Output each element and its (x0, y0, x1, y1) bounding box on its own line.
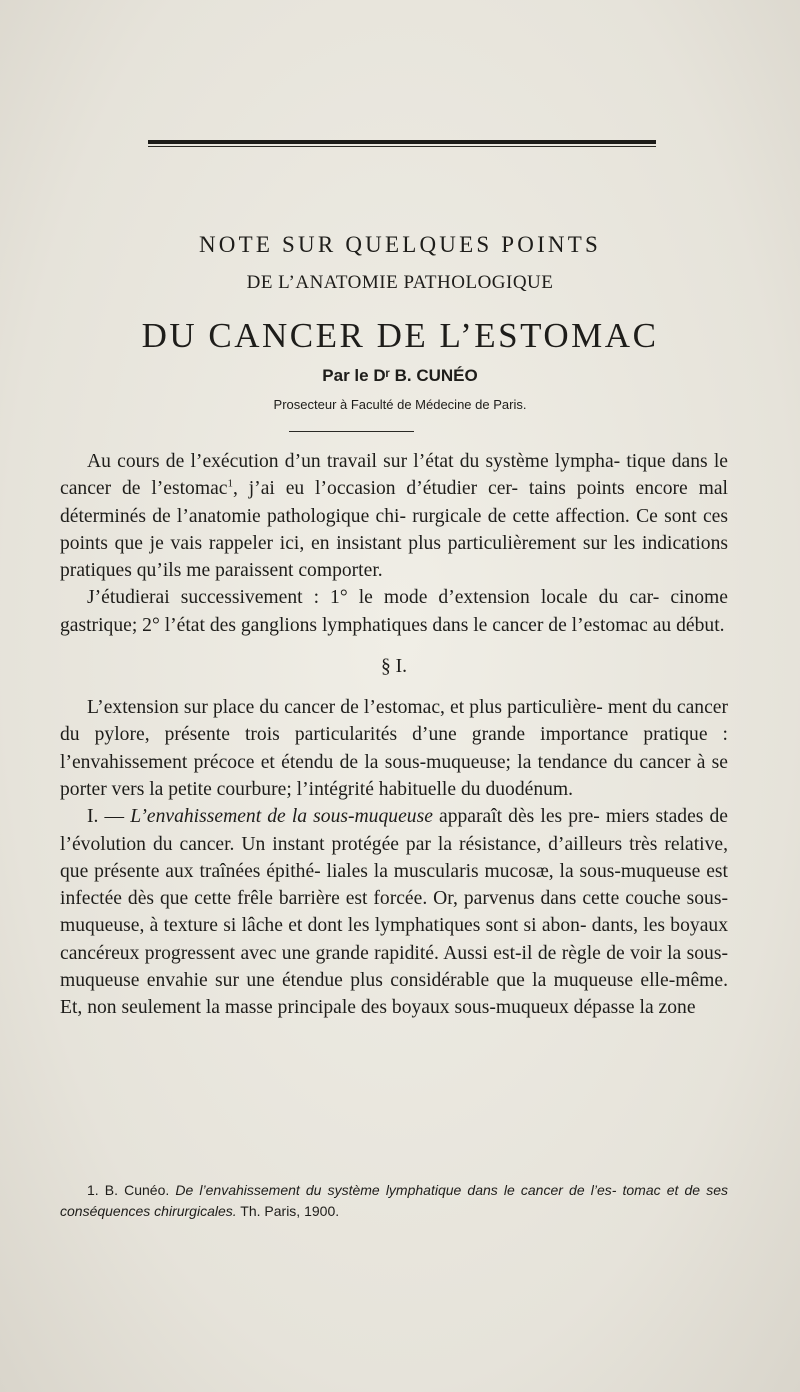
title-line-1: NOTE SUR QUELQUES POINTS (198, 232, 601, 257)
footnote-reference: 1 (227, 477, 233, 490)
author-affiliation: Prosecteur à Faculté de Médecine de Paris. (273, 397, 527, 412)
paragraph-2: J’étudierai successivement : 1° le mode d’extension locale du car- cinome gastrique; 2° l’état des ganglions lymphatiques dans le cancer de l’estomac au début. (60, 587, 728, 636)
footnote (60, 1180, 728, 1222)
title-separator-rule (289, 431, 414, 432)
title-line-3: DU CANCER DE L’ESTOMAC (141, 316, 659, 355)
paragraph-4-italic: L’envahissement de la sous-muqueuse (130, 806, 433, 828)
footnote-lead: 1. B. Cunéo. (87, 1182, 176, 1198)
footnote-text (60, 1180, 728, 1222)
author-byline: Par le Dʳ B. CUNÉO (322, 366, 478, 385)
header-rule-thick (148, 140, 656, 144)
paragraph-3: L’extension sur place du cancer de l’estomac, et plus particulière- ment du cancer du pylore, présente trois particularités d’une grande importance pratique : l’envahissement précoce et étendu de la sous-muqueuse; la tendance du cancer à se porter vers la petite courbure; l’intégrité habituelle du duodénum. (60, 697, 728, 800)
footnote-italic-title: De l’envahissement du système lymphatique dans le cancer de l’es- tomac et de ses conséquences chirurgicales. (60, 1182, 728, 1219)
paragraph-1 (60, 448, 728, 584)
article-body (60, 448, 728, 1022)
paragraph-1-end: , j’ai eu l’occasion d’étudier cer- tains points encore mal déterminés de l’anatomie pathologique chi- rurgicale de cette affection. Ce sont ces points que je vais rappeler ici, en insistant plus particulièrement sur les indications pratiques qu’ils me paraissent comporter. (60, 478, 728, 582)
paragraph-4-lead: I. — (87, 806, 131, 828)
paragraph-4 (60, 803, 728, 1021)
section-heading: § I. (380, 656, 408, 678)
paragraph-4-rest: apparaît dès les pre- miers stades de l’évolution du cancer. Un instant protégée par la résistance, d’ailleurs très relative, que présente aux traînées épithé- liales la muscularis mucosæ, la sous-muqueuse est infectée dès que cette frêle barrière est forcée. Or, parvenus dans cette couche sous- muqueuse, à texture si lâche et dont les lymphatiques sont si abon- dants, les boyaux cancéreux progressent avec une grande rapidité. Aussi est-il de règle de voir la sous-muqueuse envahie sur une étendue plus considérable que la muqueuse elle-même. Et, non seulement la masse principale des boyaux sous-muqueux dépasse la zone (60, 806, 728, 1019)
title-line-2: DE L’ANATOMIE PATHOLOGIQUE (246, 272, 554, 293)
footnote-rest: Th. Paris, 1900. (236, 1203, 340, 1219)
header-rule-thin (148, 146, 656, 147)
paragraph-1-start: Au cours de l’exécution d’un travail sur l’état du système lympha- tique dans le cancer de l’estomac (60, 451, 728, 500)
